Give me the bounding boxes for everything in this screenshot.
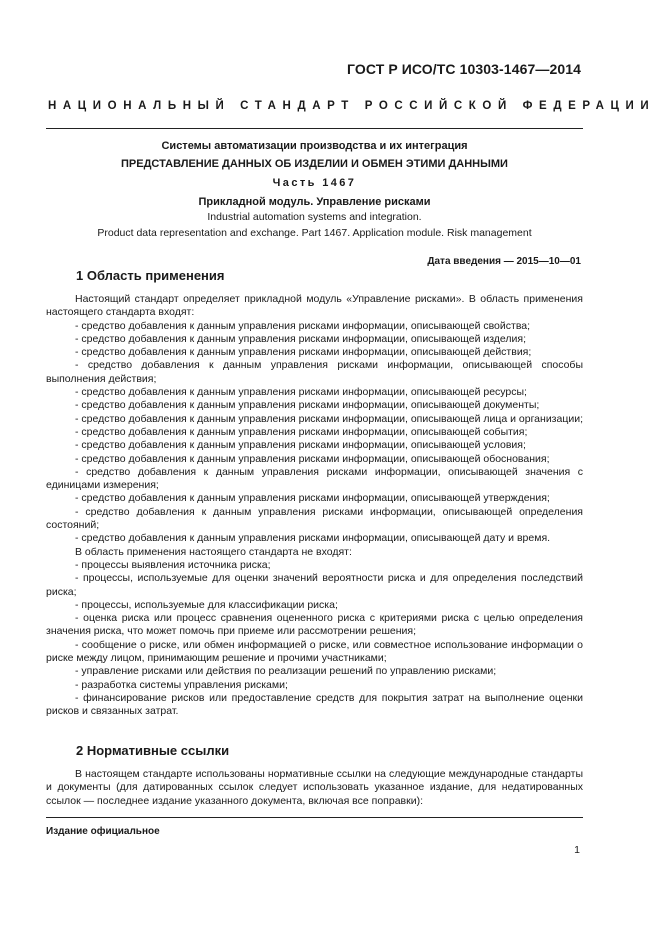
list-item: - процессы выявления источника риска; bbox=[75, 558, 271, 571]
list-item: - средство добавления к данным управления рисками информации, описывающей лица и организации; bbox=[75, 412, 583, 425]
english-title-line-1: Industrial automation systems and integration. bbox=[207, 211, 422, 223]
list-item: - средство добавления к данным управления рисками информации, описывающей способы выполнения действия; bbox=[46, 359, 583, 385]
header-divider bbox=[46, 128, 583, 129]
title-line-1: Системы автоматизации производства и их интеграция bbox=[161, 140, 468, 152]
english-title-line-2: Product data representation and exchange. Part 1467. Application module. Risk management bbox=[97, 226, 532, 239]
section-1-heading: 1 Область применения bbox=[76, 268, 225, 283]
section-1-body bbox=[46, 293, 583, 719]
list-item: - средство добавления к данным управления рисками информации, описывающей действия; bbox=[75, 346, 532, 359]
list-item: - средство добавления к данным управления рисками информации, описывающей утверждения; bbox=[75, 492, 550, 505]
list-item: - разработка системы управления рисками; bbox=[75, 678, 288, 691]
list-item: - средство добавления к данным управления рисками информации, описывающей условия; bbox=[75, 439, 526, 452]
module-title: Прикладной модуль. Управление рисками bbox=[198, 196, 431, 208]
list-item: - управление рисками или действия по реализации решений по управлению рисками; bbox=[75, 665, 497, 678]
introduction-date: Дата введения — 2015—10—01 bbox=[427, 256, 581, 267]
list-item: - средство добавления к данным управления рисками информации, описывающей события; bbox=[75, 425, 528, 438]
page-number: 1 bbox=[574, 844, 580, 856]
section-2-heading: 2 Нормативные ссылки bbox=[76, 743, 230, 758]
list-item: - средство добавления к данным управления рисками информации, описывающей документы; bbox=[75, 399, 540, 412]
standard-number: ГОСТ Р ИСО/ТС 10303-1467—2014 bbox=[346, 61, 581, 77]
title-block bbox=[46, 138, 583, 241]
paragraph: Настоящий стандарт определяет прикладной модуль «Управление рисками». В область применения настоящего стандарта входят: bbox=[46, 293, 583, 319]
list-item: - финансирование рисков или предоставление средств для покрытия затрат на выполнение оценки рисков и связанных затрат. bbox=[46, 691, 583, 718]
official-edition-label: Издание официальное bbox=[46, 826, 160, 837]
title-line-2: ПРЕДСТАВЛЕНИЕ ДАННЫХ ОБ ИЗДЕЛИИ И ОБМЕН ЭТИМИ ДАННЫМИ bbox=[121, 158, 508, 170]
list-item: - оценка риска или процесс сравнения оцененного риска с критериями риска с целью определения значения риска, что может помочь при приеме или рассмотрении решения; bbox=[46, 612, 583, 638]
section-2-body bbox=[46, 768, 583, 808]
list-item: - средство добавления к данным управления рисками информации, описывающей обоснования; bbox=[75, 452, 550, 465]
national-standard-title: НАЦИОНАЛЬНЫЙ СТАНДАРТ РОССИЙСКОЙ ФЕДЕРАЦИИ bbox=[48, 100, 656, 112]
list-item: - процессы, используемые для оценки значений вероятности риска и для определения последствий риска; bbox=[46, 572, 583, 598]
list-item: - средство добавления к данным управления рисками информации, описывающей ресурсы; bbox=[75, 386, 527, 399]
list-item: - средство добавления к данным управления рисками информации, описывающей значения с единицами измерения; bbox=[46, 465, 583, 492]
list-item: - средство добавления к данным управления рисками информации, описывающей дату и время. bbox=[75, 532, 551, 545]
paragraph: В настоящем стандарте использованы нормативные ссылки на следующие международные стандарты и документы (для датированных ссылок следует использовать указанное издание, для недатированных ссылок — последнее издание указанного документа, включая все поправки): bbox=[46, 768, 583, 807]
part-number: Часть 1467 bbox=[272, 177, 357, 189]
list-item: - средство добавления к данным управления рисками информации, описывающей определения состояний; bbox=[46, 505, 583, 532]
list-item: - процессы, используемые для классификации риска; bbox=[75, 598, 338, 611]
list-item: - сообщение о риске, или обмен информацией о риске, или совместное использование информации о риске между лицом, принимающим решение и прочими участниками; bbox=[46, 638, 583, 665]
list-item: - средство добавления к данным управления рисками информации, описывающей изделия; bbox=[75, 332, 527, 345]
footer-divider bbox=[46, 817, 583, 818]
list-item: - средство добавления к данным управления рисками информации, описывающей свойства; bbox=[75, 319, 531, 332]
paragraph: В область применения настоящего стандарта не входят: bbox=[75, 545, 352, 558]
